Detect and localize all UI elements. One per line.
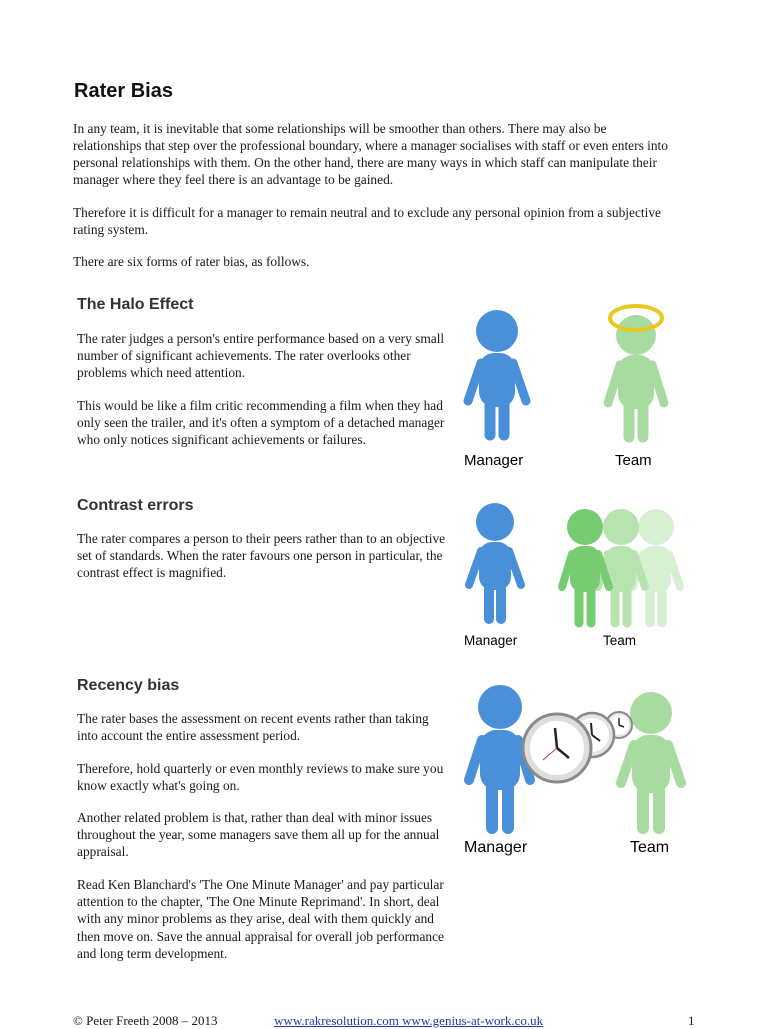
- intro-paragraph-2: Therefore it is difficult for a manager to remain neutral and to exclude any personal opinion from a subjective rating system.: [73, 205, 661, 237]
- page-title: Rater Bias: [74, 80, 173, 102]
- contrast-errors-figure: [455, 495, 695, 655]
- manager-label: Manager: [464, 633, 518, 648]
- intro-paragraph-1: In any team, it is inevitable that some relationships will be smoother than others. There may also be relationships that step over the professional boundary, where a manager socialises with staff or even enters into personal relationships with them. On the other hand, there are many ways in which staff can manipulate their manager where they feel there is an advantage to be gained.: [73, 121, 668, 187]
- section-heading-contrast-errors: Contrast errors: [77, 497, 194, 514]
- recency-paragraph-1: The rater bases the assessment on recent events rather than taking into account the entire assessment period.: [77, 711, 429, 744]
- clock-icon-large: [523, 714, 591, 782]
- footer-copyright: © Peter Freeth 2008 – 2013: [73, 1013, 218, 1028]
- section-heading-recency-bias: Recency bias: [77, 677, 180, 694]
- manager-person-icon: [469, 503, 521, 619]
- recency-paragraph-2: Therefore, hold quarterly or even monthly reviews to make sure you know exactly what's going on.: [77, 761, 444, 794]
- halo-paragraph-1: The rater judges a person's entire performance based on a very small number of significant achievements. The rater overlooks other problems which need attention.: [77, 331, 445, 381]
- team-label: Team: [603, 633, 637, 648]
- team-person-icon-front: [562, 509, 609, 623]
- team-person-icon: [621, 692, 681, 828]
- halo-effect-figure: [455, 295, 685, 475]
- recency-bias-figure: [455, 680, 695, 860]
- team-person-icon: [608, 315, 664, 437]
- page-number: 1: [688, 1013, 695, 1028]
- halo-paragraph-2: This would be like a film critic recommending a film when they had only seen the trailer, and it's often a symptom of a detached manager who only notices significant achievements or failures.: [77, 398, 445, 448]
- contrast-paragraph-1: The rater compares a person to their peers rather than to an objective set of standards. When the rater favours one person in particular, the contrast effect is magnified.: [77, 531, 446, 581]
- team-label: Team: [615, 452, 652, 469]
- page-footer: [73, 1013, 543, 1029]
- team-label: Team: [630, 839, 670, 856]
- intro-paragraph-3: There are six forms of rater bias, as follows.: [73, 254, 310, 269]
- manager-person-icon: [468, 310, 526, 435]
- footer-links[interactable]: www.rakresolution.com www.genius-at-work.co.uk: [274, 1013, 544, 1028]
- recency-paragraph-3: Another related problem is that, rather than deal with minor issues throughout the year, some managers save them all up for the annual appraisal.: [77, 810, 440, 860]
- manager-person-icon: [469, 685, 530, 828]
- recency-paragraph-4: Read Ken Blanchard's 'The One Minute Manager' and pay particular attention to the chapter, 'The One Minute Reprimand'. In short, deal with any minor problems as they arise, deal with them quickly and then move on. Save the annual appraisal for overall job performance and long term development.: [77, 877, 444, 961]
- manager-label: Manager: [464, 839, 528, 856]
- section-heading-halo-effect: The Halo Effect: [77, 296, 194, 313]
- manager-label: Manager: [464, 452, 524, 469]
